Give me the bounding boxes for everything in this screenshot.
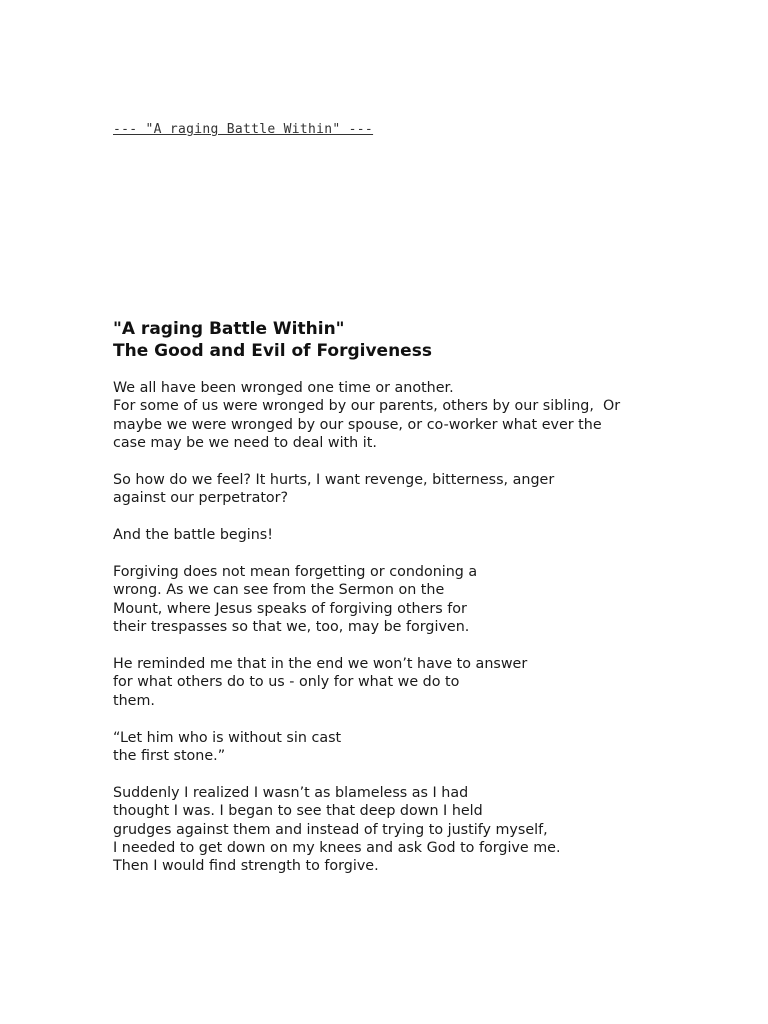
paragraph — [113, 471, 713, 508]
text-line: We all have been wronged one time or another. — [113, 380, 454, 396]
text-line: For some of us were wronged by our parents, others by our sibling, Or — [113, 398, 621, 415]
text-line: maybe we were wronged by our spouse, or co-worker what ever the — [113, 416, 602, 433]
text-line: them. — [113, 692, 155, 709]
paragraph — [113, 729, 713, 766]
title-block — [113, 318, 432, 362]
text-line: He reminded me that in the end we won’t have to answer — [113, 656, 528, 673]
text-line: Then I would find strength to forgive. — [113, 858, 379, 875]
text-line: thought I was. I began to see that deep down I held — [113, 803, 483, 820]
text-line: “Let him who is without sin cast — [113, 729, 342, 746]
text-line: the first stone.” — [113, 748, 226, 765]
paragraph — [113, 379, 713, 453]
paragraph — [113, 784, 713, 876]
document-subtitle: The Good and Evil of Forgiveness — [113, 341, 432, 361]
paragraph — [113, 526, 713, 544]
text-line: So how do we feel? It hurts, I want revenge, bitterness, anger — [113, 472, 555, 489]
text-line: wrong. As we can see from the Sermon on the — [113, 582, 445, 599]
document-title: "A raging Battle Within" — [113, 319, 345, 339]
text-line: Suddenly I realized I wasn’t as blameless as I had — [113, 784, 469, 801]
text-line: for what others do to us - only for what we do to — [113, 674, 460, 691]
text-line: Mount, where Jesus speaks of forgiving others for — [113, 600, 467, 617]
paragraph — [113, 563, 713, 637]
text-line: grudges against them and instead of trying to justify myself, — [113, 821, 548, 838]
document-header: --- "A raging Battle Within" --- — [113, 122, 374, 137]
text-line: their trespasses so that we, too, may be forgiven. — [113, 619, 470, 636]
text-line: And the battle begins! — [113, 527, 273, 544]
text-line: I needed to get down on my knees and ask God to forgive me. — [113, 840, 561, 857]
text-line: Forgiving does not mean forgetting or condoning a — [113, 564, 478, 581]
text-line: against our perpetrator? — [113, 490, 289, 507]
body-text — [113, 379, 713, 894]
paragraph — [113, 655, 713, 710]
text-line: case may be we need to deal with it. — [113, 435, 377, 452]
